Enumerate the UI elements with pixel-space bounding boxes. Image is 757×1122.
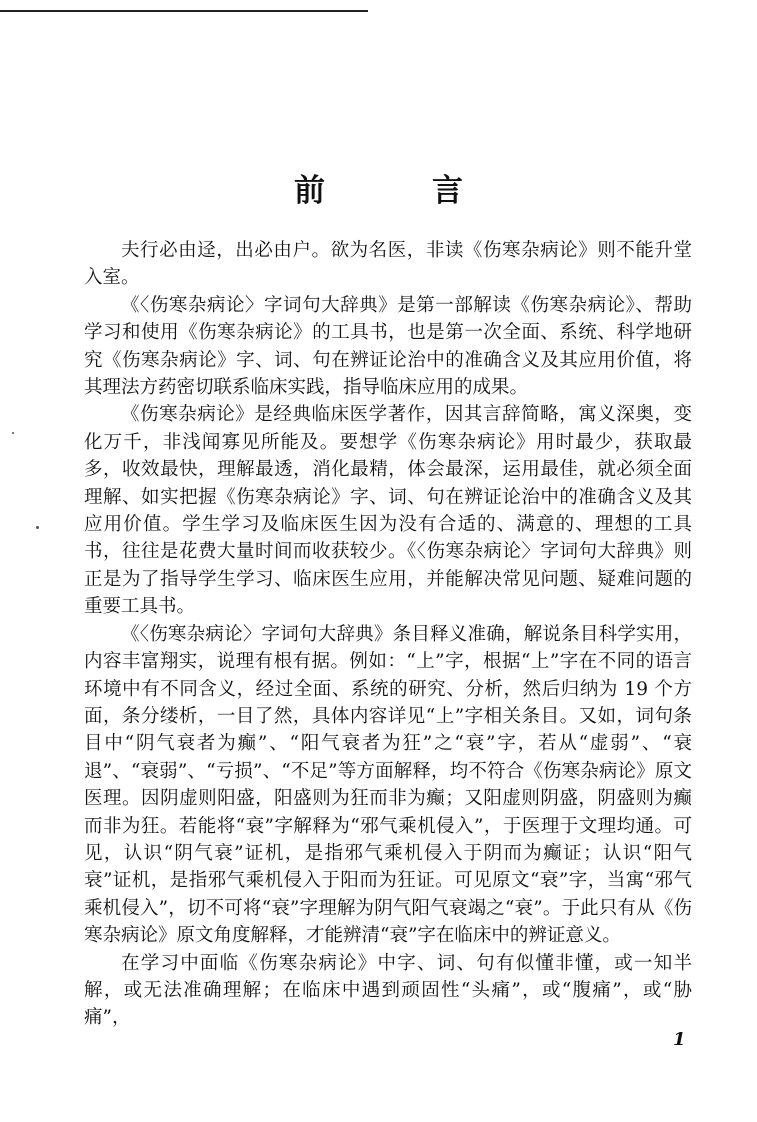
scan-speck xyxy=(36,526,39,529)
paragraph-3: 《伤寒杂病论》是经典临床医学著作，因其言辞简略，寓义深奥，变化万千，非浅闻寡见所能及。要想学《伤寒杂病论》用时最少，获取最多，收效最快，理解最透，消化最精，体会最深，运用最佳，就必须全面理解、如实把握《伤寒杂病论》字、词、句在辨证论治中的准确含义及其应用价值。学生学习及临床医生因为没有合适的、满意的、理想的工具书，往往是花费大量时间而收获较少。《〈伤寒杂病论〉字词句大辞典》则正是为了指导学生学习、临床医生应用，并能解决常见问题、疑难问题的重要工具书。 xyxy=(84,404,692,618)
paragraph-5: 在学习中面临《伤寒杂病论》中字、词、句有似懂非懂，或一知半解，或无法准确理解；在临床中遇到顽固性“头痛”，或“腹痛”，或“胁痛”， xyxy=(84,952,692,1029)
preface-body xyxy=(84,237,692,1032)
paragraph-2: 《〈伤寒杂病论〉字词句大辞典》是第一部解读《伤寒杂病论》、帮助学习和使用《伤寒杂病论》的工具书，也是第一次全面、系统、科学地研究《伤寒杂病论》字、词、句在辨证论治中的准确含义及其应用价值，将其理法方药密切联系临床实践，指导临床应用的成果。 xyxy=(84,294,692,399)
page-number: 1 xyxy=(673,1029,686,1050)
scan-speck xyxy=(12,432,14,434)
top-rule xyxy=(0,10,368,12)
paragraph-1: 夫行必由迳，出必由户。欲为名医，非读《伤寒杂病论》则不能升堂入室。 xyxy=(84,240,692,289)
paragraph-4: 《〈伤寒杂病论〉字词句大辞典》条目释义准确，解说条目科学实用，内容丰富翔实，说理有根有据。例如：“上”字，根据“上”字在不同的语言环境中有不同含义，经过全面、系统的研究、分析，然后归纳为 19 个方面，条分缕析，一目了然，具体内容详见“上”字相关条目。又如，词句条目中“阴气衰者为癫”、“阳气衰者为狂”之“衰”字，若从“虚弱”、“衰退”、“衰弱”、“亏损”、“不足”等方面解释，均不符合《伤寒杂病论》原文医理。因阴虚则阳盛，阳盛则为狂而非为癫；又阳虚则阴盛，阴盛则为癫而非为狂。若能将“衰”字解释为“邪气乘机侵入”，于医理于文理均通。可见，认识“阴气衰”证机，是指邪气乘机侵入于阴而为癫证；认识“阳气衰”证机，是指邪气乘机侵入于阳而为狂证。可见原文“衰”字，当寓“邪气乘机侵入”，切不可将“衰”字理解为阴气阳气衰竭之“衰”。于此只有从《伤寒杂病论》原文角度解释，才能辨清“衰”字在临床中的辨证意义。 xyxy=(84,623,692,947)
page-title: 前 言 xyxy=(294,172,501,209)
